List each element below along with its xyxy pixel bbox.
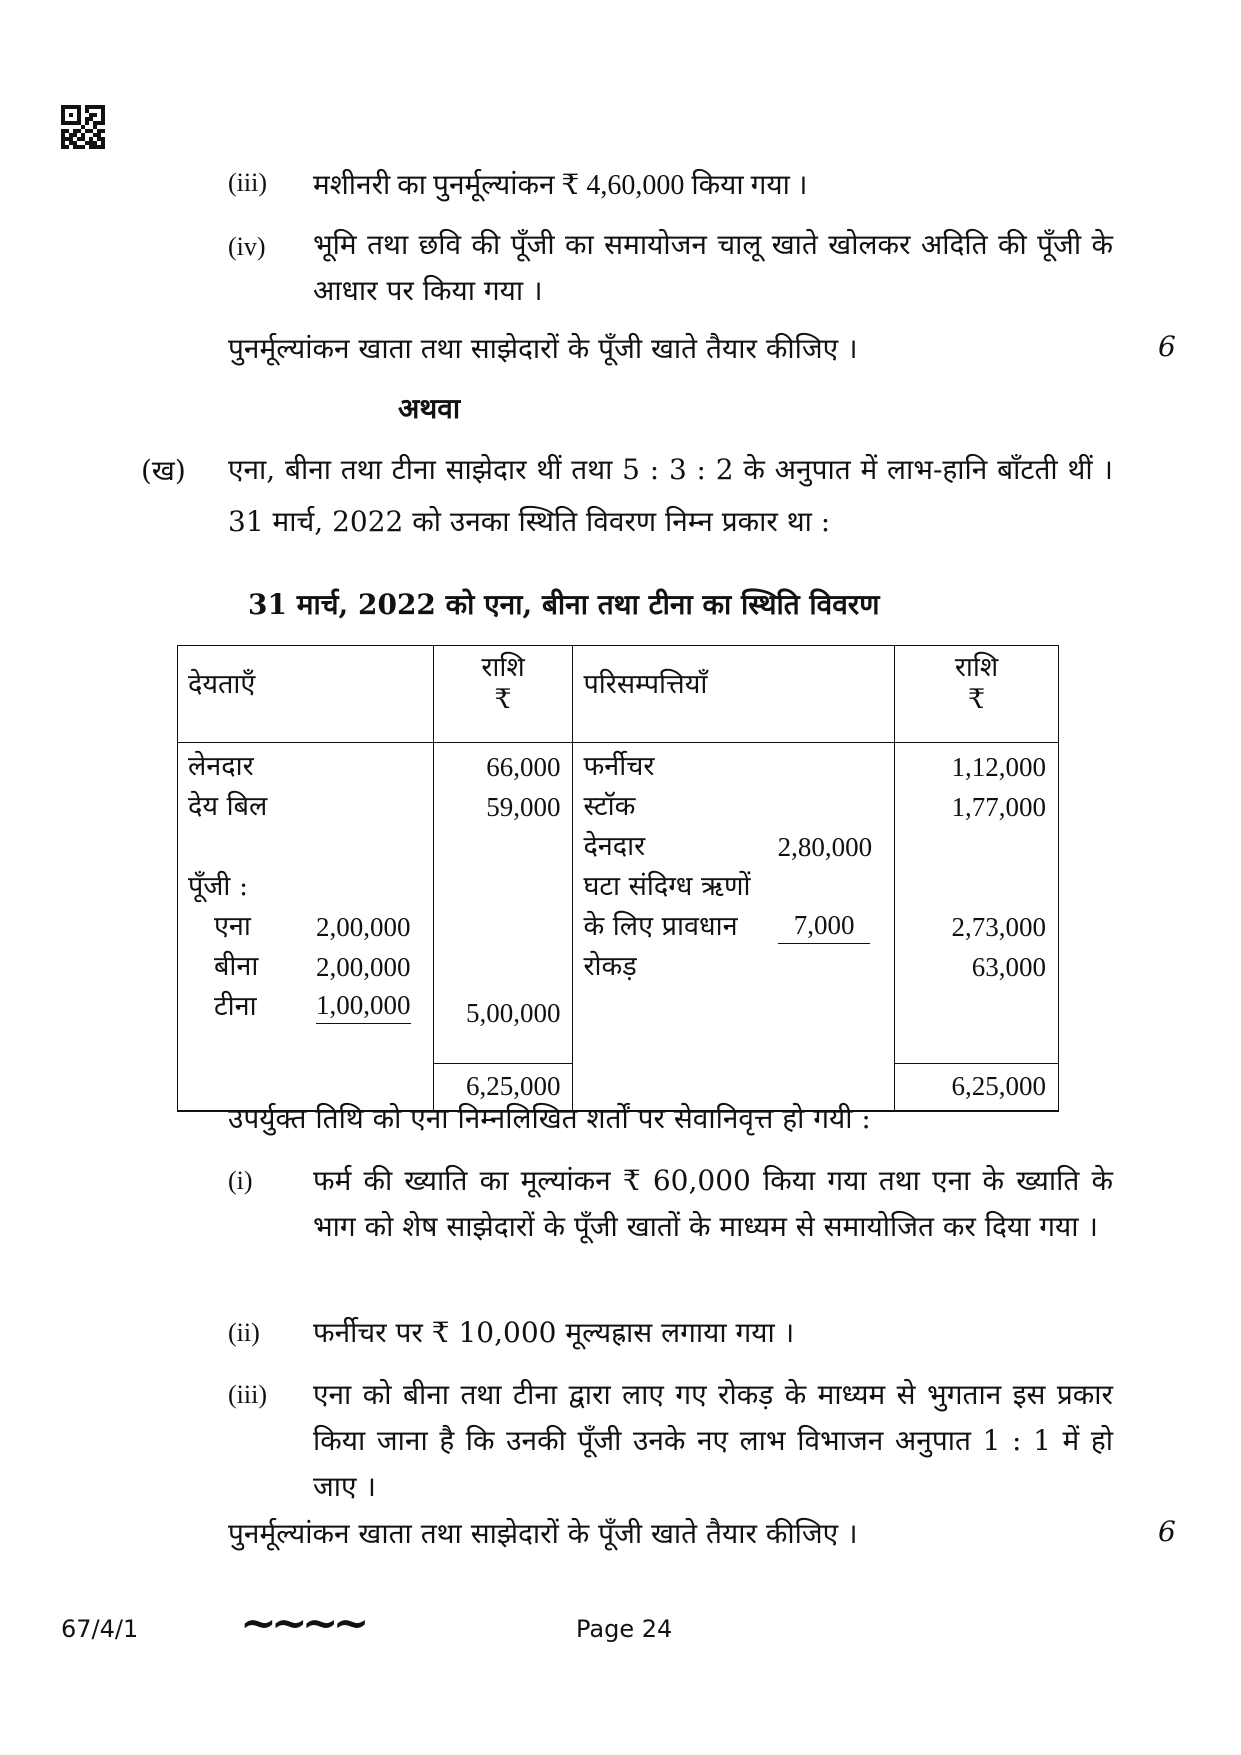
balance-sheet-title: 31 मार्च, 2022 को एना, बीना तथा टीना का स्थिति विवरण xyxy=(248,588,880,621)
question-label: (ख) xyxy=(141,454,186,487)
assets-amount-column xyxy=(895,743,1059,1064)
retirement-intro: उपर्युक्त तिथि को एना निम्नलिखित शर्तों पर सेवानिवृत्त हो गयी : xyxy=(228,1102,871,1135)
amount-capital-total: 5,00,000 xyxy=(465,998,561,1028)
total-assets: 6,25,000 xyxy=(951,1071,1046,1101)
qr-code-icon xyxy=(61,105,105,149)
instruction-text: पुनर्मूल्यांकन खाता तथा साझेदारों के पूँजी खाते तैयार कीजिए । xyxy=(228,332,858,365)
liability-bills-payable: देय बिल xyxy=(188,791,268,822)
provision-row: के लिए प्रावधान 7,000 xyxy=(583,907,884,947)
provision-line-1: घटा संदिग्ध ऋणों xyxy=(583,871,751,902)
assets-column xyxy=(573,743,895,1064)
amount-bills-payable: 59,000 xyxy=(486,792,561,822)
condition-text-iii: एना को बीना तथा टीना द्वारा लाए गए रोकड़ के माध्यम से भुगतान इस प्रकार किया जाना है कि उनकी पूँजी उनके नए लाभ विभाजन अनुपात 1 : 1 में हो जाए । xyxy=(313,1378,1113,1503)
amount-creditors: 66,000 xyxy=(486,752,561,782)
amount-net-debtors: 2,73,000 xyxy=(951,912,1046,942)
condition-label-i: (i) xyxy=(228,1166,253,1195)
liabilities-amount-column xyxy=(433,743,573,1064)
wave-ornament-icon: ~~~~ xyxy=(240,1598,364,1649)
question-text: एना, बीना तथा टीना साझेदार थीं तथा 5 : 3 : 2 के अनुपात में लाभ-हानि बाँटती थीं । 31 मार्च, 2022 को उनका स्थिति विवरण निम्न प्रकार था : xyxy=(228,453,1113,538)
condition-text-ii: फर्नीचर पर ₹ 10,000 मूल्यह्रास लगाया गया । xyxy=(313,1316,795,1349)
condition-label-iii: (iii) xyxy=(228,1380,267,1409)
asset-stock: स्टॉक xyxy=(583,791,636,822)
capital-row: टीना 1,00,000 xyxy=(188,987,433,1027)
marks-value-2: 6 xyxy=(1158,1515,1176,1548)
asset-debtors-row: देनदार 2,80,000 xyxy=(583,831,873,862)
amount-furniture: 1,12,000 xyxy=(951,752,1046,782)
assets-amount-header: राशि ₹ xyxy=(895,646,1059,743)
item-text-iii: मशीनरी का पुनर्मूल्यांकन ₹ 4,60,000 किया गया । xyxy=(313,170,808,201)
amount-cash: 63,000 xyxy=(971,952,1046,982)
amount-stock: 1,77,000 xyxy=(951,792,1046,822)
condition-label-ii: (ii) xyxy=(228,1318,260,1347)
paper-code: 67/4/1 xyxy=(61,1615,139,1643)
marks-value: 6 xyxy=(1158,330,1176,363)
liabilities-amount-header: राशि ₹ xyxy=(433,646,573,743)
asset-cash: रोकड़ xyxy=(583,951,637,982)
liabilities-column xyxy=(178,743,434,1064)
page-number: Page 24 xyxy=(576,1615,673,1643)
capital-label: पूँजी : xyxy=(188,871,249,902)
liability-creditors: लेनदार xyxy=(188,751,254,782)
item-label-iv: (iv) xyxy=(228,232,266,261)
total-liabilities: 6,25,000 xyxy=(465,1071,561,1101)
item-label-iii: (iii) xyxy=(228,168,267,197)
balance-sheet-table xyxy=(177,645,1059,1112)
capital-row: बीना 2,00,000 xyxy=(214,951,411,982)
item-text-iv: भूमि तथा छवि की पूँजी का समायोजन चालू खाते खोलकर अदिति की पूँजी के आधार पर किया गया । xyxy=(313,228,1113,307)
liabilities-header: देयताएँ xyxy=(178,646,434,743)
condition-text-i: फर्म की ख्याति का मूल्यांकन ₹ 60,000 किया गया तथा एना के ख्याति के भाग को शेष साझेदारों के पूँजी खातों के माध्यम से समायोजित कर दिया गया । xyxy=(313,1164,1113,1243)
or-heading: अथवा xyxy=(398,392,461,425)
instruction-text-2: पुनर्मूल्यांकन खाता तथा साझेदारों के पूँजी खाते तैयार कीजिए । xyxy=(228,1517,858,1550)
assets-header: परिसम्पत्तियाँ xyxy=(573,646,895,743)
capital-row: एना 2,00,000 xyxy=(214,911,411,942)
asset-furniture: फर्नीचर xyxy=(583,751,655,782)
